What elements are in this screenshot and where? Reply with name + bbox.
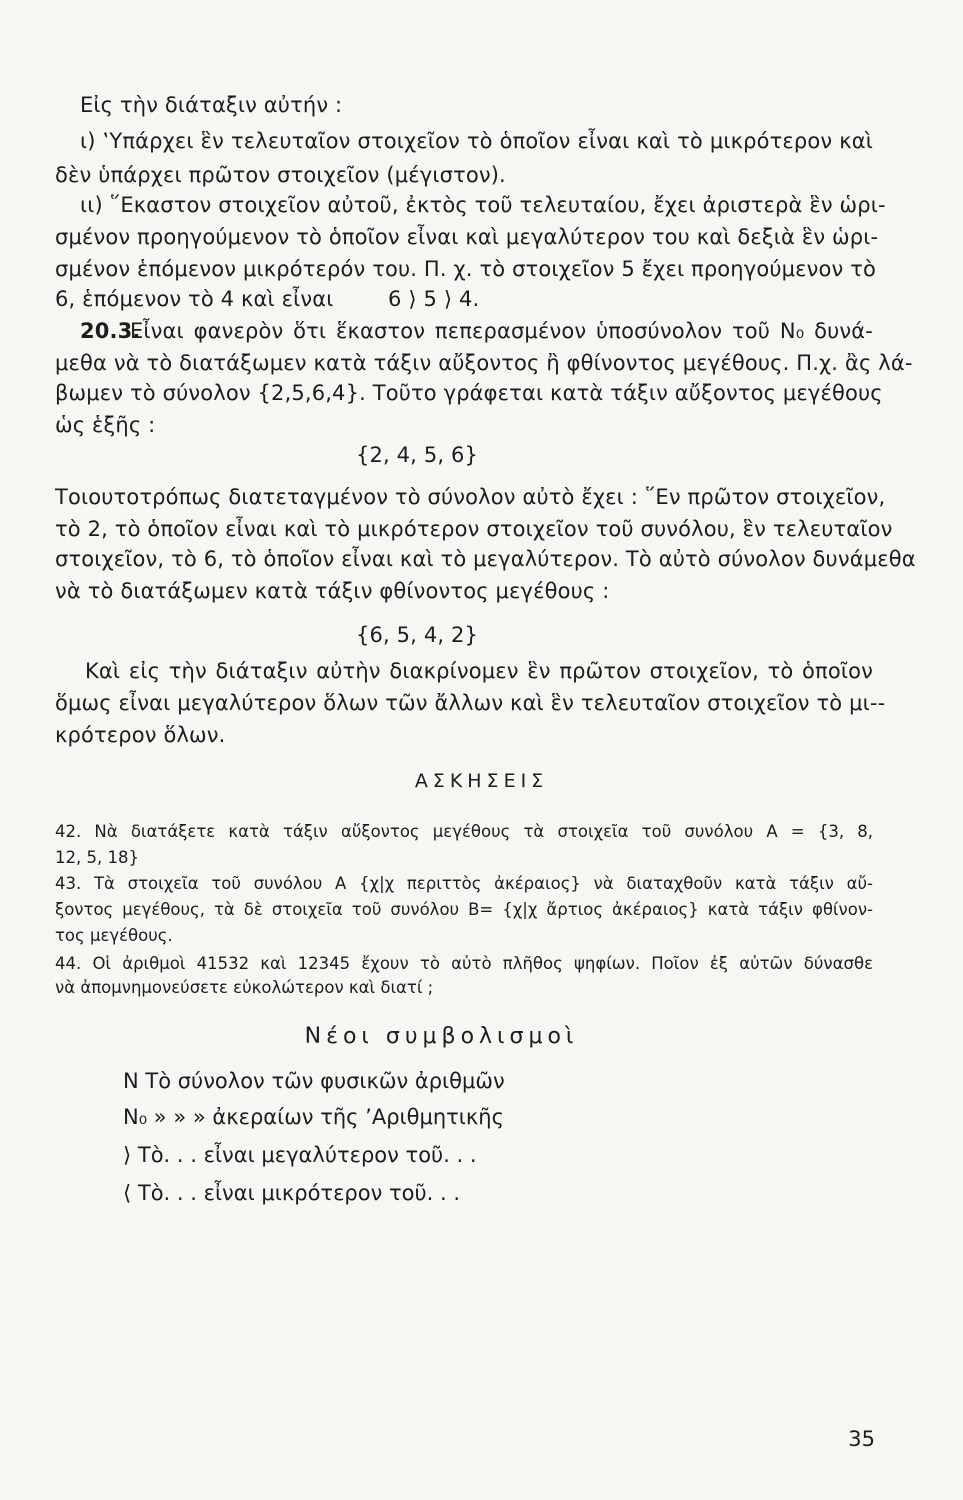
section-number: 20.3. [80, 319, 141, 343]
exercise-44-cont: νὰ ἀπομνημονεύσετε εὐκολώτερον καὶ διατί ; [55, 978, 434, 997]
symbol-n: N Τὸ σύνολον τῶν φυσικῶν ἀριθμῶν [123, 1069, 505, 1093]
text-line: Τοιουτοτρόπως διατεταγμένον τὸ σύνολον αὐτὸ ἔχει : ῞Εν πρῶτον στοιχεῖον, [55, 485, 886, 509]
exercise-42: 42. Νὰ διατάξετε κατὰ τάξιν αὔξοντος μεγέθους τὰ στοιχεῖα τοῦ συνόλου A = {3, 8, [55, 822, 873, 841]
text-line: Εἰς τὴν διάταξιν αὐτήν : [80, 93, 343, 117]
page-number: 35 [848, 1427, 875, 1451]
text-line: ὅμως εἶναι μεγαλύτερον ὅλων τῶν ἄλλων καὶ ἓν τελευταῖον στοιχεῖον τὸ μι-- [55, 691, 886, 715]
text-line: Εἶναι φανερὸν ὅτι ἕκαστον πεπερασμένον ὑποσύνολον τοῦ N₀ δυνά- [130, 319, 873, 343]
text-line: ὡς ἑξῆς : [55, 413, 156, 437]
set-descending: {6, 5, 4, 2} [356, 623, 479, 647]
set-ascending: {2, 4, 5, 6} [356, 443, 479, 467]
text-line: ι) ‛Υπάρχει ἓν τελευταῖον στοιχεῖον τὸ ὁποῖον εἶναι καὶ τὸ μικρότερον καὶ [80, 129, 873, 153]
symbol-greater: ⟩ Τὸ. . . εἶναι μεγαλύτερον τοῦ. . . [123, 1143, 477, 1167]
inequality: 6 ⟩ 5 ⟩ 4. [388, 287, 480, 311]
symbol-n0: N₀ » » » ἀκεραίων τῆς ’Αριθμητικῆς [123, 1105, 504, 1129]
text-line: Καὶ εἰς τὴν διάταξιν αὐτὴν διακρίνομεν ἓν πρῶτον στοιχεῖον, τὸ ὁποῖον [85, 659, 873, 683]
text-line: νὰ τὸ διατάξωμεν κατὰ τάξιν φθίνοντος μεγέθους : [55, 579, 610, 603]
text-line: βωμεν τὸ σύνολον {2,5,6,4}. Τοῦτο γράφεται κατὰ τάξιν αὔξοντος μεγέθους [55, 381, 883, 405]
exercise-43-end: τος μεγέθους. [55, 926, 173, 945]
symbols-heading: Νέοι συμβολισμοὶ [304, 1024, 579, 1049]
exercise-43-cont: ξοντος μεγέθους, τὰ δὲ στοιχεῖα τοῦ συνόλου B= {χ|χ ἄρτιος ἀκέραιος} κατὰ τάξιν φθίνον- [55, 900, 873, 919]
exercise-43: 43. Τὰ στοιχεῖα τοῦ συνόλου A {χ|χ περιττὸς ἀκέραιος} νὰ διαταχθοῦν κατὰ τάξιν αὔ- [55, 874, 873, 893]
text-line: δὲν ὑπάρχει πρῶτον στοιχεῖον (μέγιστον). [55, 163, 506, 187]
symbol-less: ⟨ Τὸ. . . εἶναι μικρότερον τοῦ. . . [123, 1181, 461, 1205]
exercises-heading: ΑΣΚΗΣΕΙΣ [414, 770, 549, 792]
text-line: ιι) ῞Εκαστον στοιχεῖον αὐτοῦ, ἐκτὸς τοῦ τελευταίου, ἔχει ἀριστερὰ ἓν ὡρι- [80, 193, 886, 217]
text-line: τὸ 2, τὸ ὁποῖον εἶναι καὶ τὸ μικρότερον στοιχεῖον τοῦ συνόλου, ἓν τελευταῖον [55, 517, 893, 541]
text-line: 6, ἑπόμενον τὸ 4 καὶ εἶναι [55, 287, 334, 311]
exercise-42-cont: 12, 5, 18} [55, 848, 139, 867]
text-line: μεθα νὰ τὸ διατάξωμεν κατὰ τάξιν αὔξοντος ἢ φθίνοντος μεγέθους. Π.χ. ἂς λά- [55, 351, 913, 375]
text-line: σμένον προηγούμενον τὸ ὁποῖον εἶναι καὶ μεγαλύτερον του καὶ δεξιὰ ἓν ὡρι- [55, 225, 879, 249]
exercise-44: 44. Οἱ ἀριθμοὶ 41532 καὶ 12345 ἔχουν τὸ αὐτὸ πλῆθος ψηφίων. Ποῖον ἐξ αὐτῶν δύνασθε [55, 954, 873, 973]
text-line: στοιχεῖον, τὸ 6, τὸ ὁποῖον εἶναι καὶ τὸ μεγαλύτερον. Τὸ αὐτὸ σύνολον δυνάμεθα [55, 547, 916, 571]
text-line: κρότερον ὅλων. [55, 723, 226, 747]
text-line: σμένον ἑπόμενον μικρότερόν του. Π. χ. τὸ στοιχεῖον 5 ἔχει προηγούμενον τὸ [55, 257, 877, 281]
